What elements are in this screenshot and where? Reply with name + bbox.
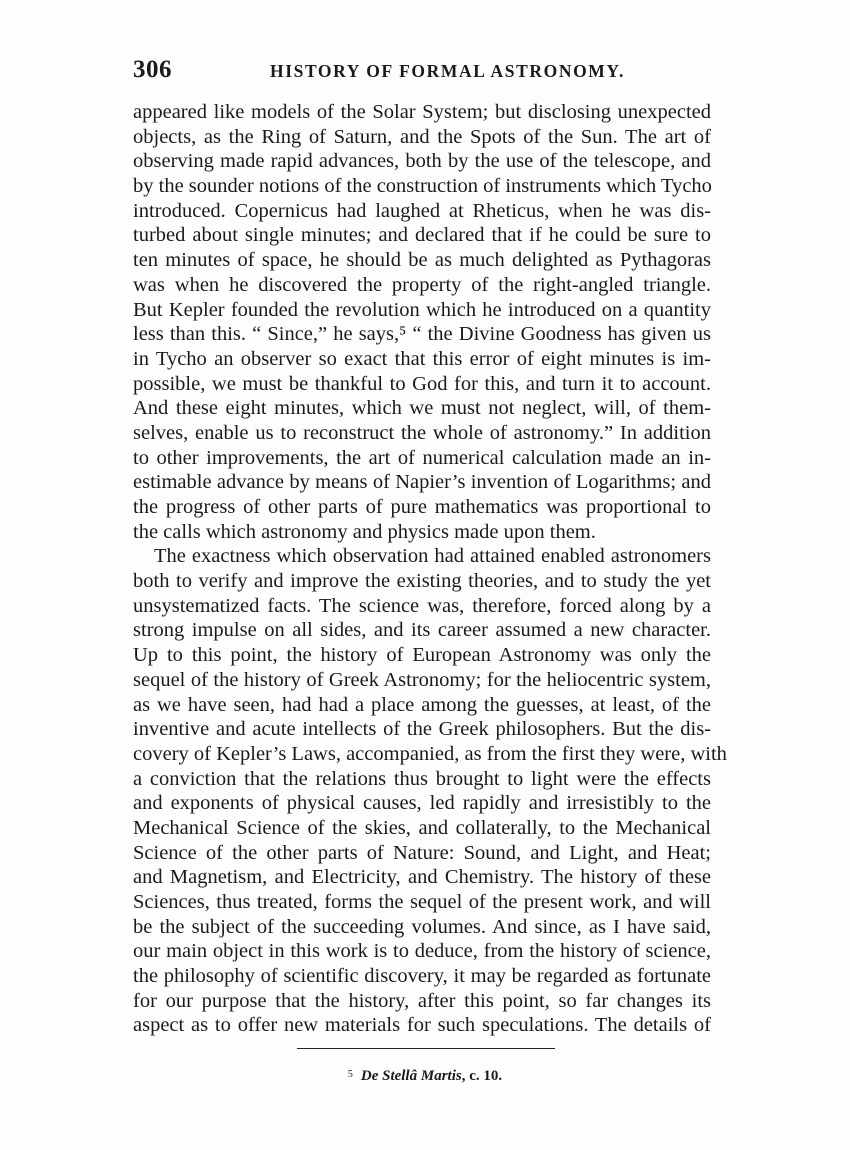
text-line: a conviction that the relations thus brought to light were the effects <box>133 767 711 790</box>
text-line: sequel of the history of Greek Astronomy; for the heliocentric system, <box>133 668 711 691</box>
text-line: the philosophy of scientific discovery, it may be regarded as fortunate <box>133 965 711 988</box>
text-line: for our purpose that the history, after this point, so far changes its <box>133 989 711 1012</box>
text-line: possible, we must be thankful to God for this, and turn it to account. <box>133 372 711 395</box>
text-line: and Magnetism, and Electricity, and Chemistry. The history of these <box>133 866 711 889</box>
footnote-marker: 5 <box>347 1069 353 1080</box>
footnote-reference: , c. 10. <box>461 1068 503 1084</box>
text-line: by the sounder notions of the construction of instruments which Tycho <box>133 175 712 198</box>
text-line: and exponents of physical causes, led rapidly and irresistibly to the <box>133 792 711 815</box>
text-line: introduced. Copernicus had laughed at Rheticus, when he was dis- <box>133 199 711 222</box>
page-number: 306 <box>133 56 172 83</box>
text-line: observing made rapid advances, both by the use of the telescope, and <box>133 150 711 173</box>
text-line: turbed about single minutes; and declared that if he could be sure to <box>133 224 711 247</box>
text-line: in Tycho an observer so exact that this error of eight minutes is im- <box>133 347 711 370</box>
text-line: But Kepler founded the revolution which he introduced on a quantity <box>133 298 711 321</box>
text-line: ten minutes of space, he should be as much delighted as Pythagoras <box>133 249 711 272</box>
page-header <box>133 56 711 86</box>
text-line: be the subject of the succeeding volumes. And since, as I have said, <box>133 915 711 938</box>
text-line: Mechanical Science of the skies, and collaterally, to the Mechanical <box>133 816 711 839</box>
text-line: covery of Kepler’s Laws, accompanied, as from the first they were, with <box>133 742 727 765</box>
footnote-title: De Stellâ Martis <box>360 1068 462 1084</box>
text-line: unsystematized facts. The science was, therefore, forced along by a <box>133 594 711 617</box>
text-line: the progress of other parts of pure mathematics was proportional to <box>133 496 711 518</box>
body-text <box>133 100 727 1038</box>
text-line: Up to this point, the history of European Astronomy was only the <box>133 644 711 667</box>
text-line: selves, enable us to reconstruct the whole of astronomy.” In addition <box>133 421 711 444</box>
footnote <box>0 1068 850 1085</box>
text-line: less than this. “ Since,” he says,⁵ “ the Divine Goodness has given us <box>133 323 711 346</box>
text-line: as we have seen, had had a place among the guesses, at least, of the <box>133 693 711 716</box>
text-line: inventive and acute intellects of the Greek philosophers. But the dis- <box>133 718 711 741</box>
text-line: the calls which astronomy and physics made upon them. <box>133 520 596 543</box>
text-line: The exactness which observation had attained enabled astronomers <box>154 545 711 568</box>
text-line: strong impulse on all sides, and its career assumed a new character. <box>133 619 711 642</box>
text-line: Sciences, thus treated, forms the sequel of the present work, and will <box>133 891 711 913</box>
text-line: both to verify and improve the existing theories, and to study the yet <box>133 570 711 593</box>
text-line: objects, as the Ring of Saturn, and the Spots of the Sun. The art of <box>133 125 711 148</box>
text-line: was when he discovered the property of the right-angled triangle. <box>133 273 711 296</box>
text-line: to other improvements, the art of numerical calculation made an in- <box>133 446 711 469</box>
text-line: appeared like models of the Solar System; but disclosing unexpected <box>133 101 711 123</box>
footnote-divider <box>297 1048 555 1049</box>
text-line: our main object in this work is to deduce, from the history of science, <box>133 940 711 963</box>
text-line: Science of the other parts of Nature: Sound, and Light, and Heat; <box>133 841 711 864</box>
text-line: estimable advance by means of Napier’s invention of Logarithms; and <box>133 471 711 494</box>
text-line: And these eight minutes, which we must not neglect, will, of them- <box>133 397 711 420</box>
text-line: aspect as to offer new materials for such speculations. The details of <box>133 1014 711 1037</box>
running-head: HISTORY OF FORMAL ASTRONOMY. <box>270 61 626 81</box>
